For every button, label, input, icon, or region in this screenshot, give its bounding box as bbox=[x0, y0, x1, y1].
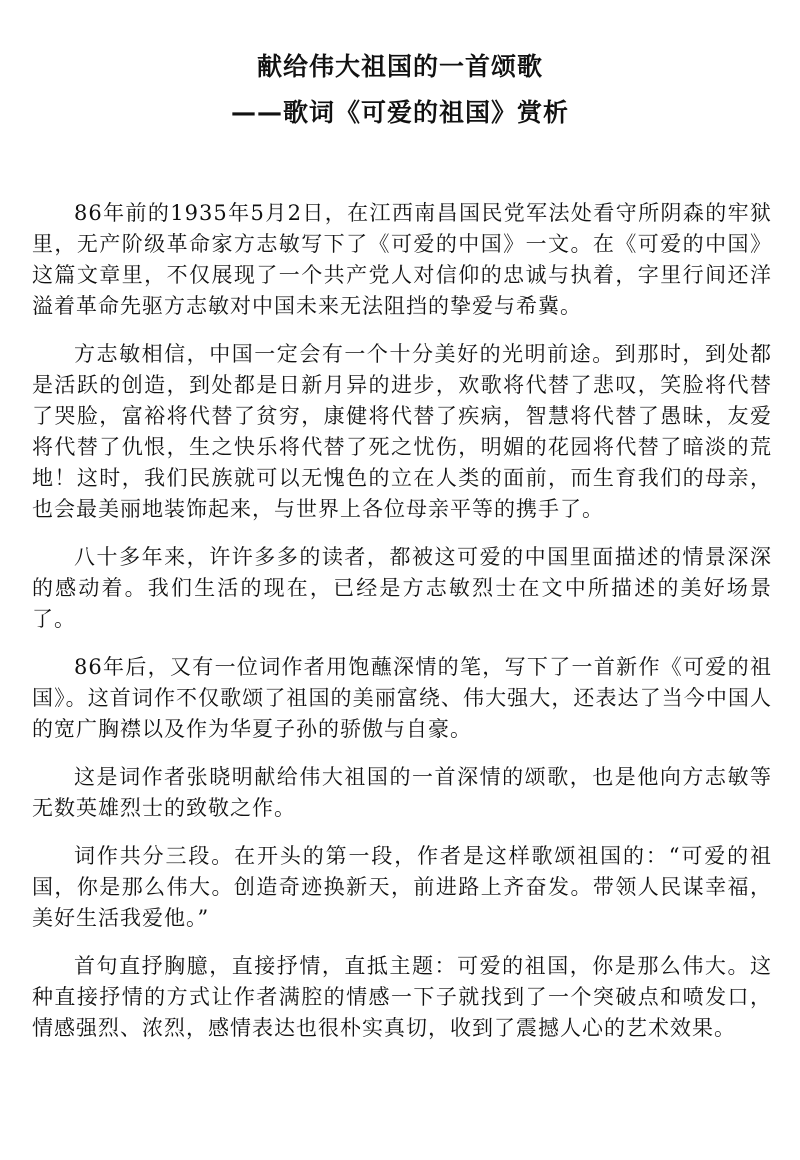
paragraph: 方志敏相信，中国一定会有一个十分美好的光明前途。到那时，到处都是活跃的创造，到处都是日新月异的进步，欢歌将代替了悲叹，笑脸将代替了哭脸，富裕将代替了贫穷，康健将代替了疾病，智慧将代替了愚昧，友爱将代替了仇恨，生之快乐将代替了死之忧伤，明媚的花园将代替了暗淡的荒地！这时，我们民族就可以无愧色的立在人类的面前，而生育我们的母亲，也会最美丽地装饰起来，与世界上各位母亲平等的携手了。 bbox=[32, 342, 772, 521]
page-title: 献给伟大祖国的一首颂歌 bbox=[256, 52, 543, 81]
paragraph: 首句直抒胸臆，直接抒情，直抵主题：可爱的祖国，你是那么伟大。这种直接抒情的方式让作者满腔的情感一下子就找到了一个突破点和喷发口，情感强烈、浓烈，感情表达也很朴实真切，收到了震撼人心的艺术效果。 bbox=[32, 954, 772, 1040]
page-subtitle: ——歌词《可爱的祖国》赏析 bbox=[230, 98, 569, 127]
paragraph: 八十多年来，许许多多的读者，都被这可爱的中国里面描述的情景深深的感动着。我们生活的现在，已经是方志敏烈士在文中所描述的美好场景了。 bbox=[32, 545, 772, 631]
article-body bbox=[32, 198, 772, 1061]
paragraph: 这是词作者张晓明献给伟大祖国的一首深情的颂歌，也是他向方志敏等无数英雄烈士的致敬之作。 bbox=[32, 765, 772, 820]
paragraph: 86年前的1935年5月2日，在江西南昌国民党军法处看守所阴森的牢狱里，无产阶级革命家方志敏写下了《可爱的中国》一文。在《可爱的中国》这篇文章里，不仅展现了一个共产党人对信仰的忠诚与执着，字里行间还洋溢着革命先驱方志敏对中国未来无法阻挡的挚爱与希冀。 bbox=[32, 201, 772, 318]
paragraph: 词作共分三段。在开头的第一段，作者是这样歌颂祖国的：“可爱的祖国，你是那么伟大。创造奇迹换新天，前进路上齐奋发。带领人民谋幸福，美好生活我爱他。” bbox=[32, 844, 772, 930]
paragraph: 86年后，又有一位词作者用饱蘸深情的笔，写下了一首新作《可爱的祖国》。这首词作不仅歌颂了祖国的美丽富绕、伟大强大，还表达了当今中国人的宽广胸襟以及作为华夏子孙的骄傲与自豪。 bbox=[32, 655, 772, 741]
